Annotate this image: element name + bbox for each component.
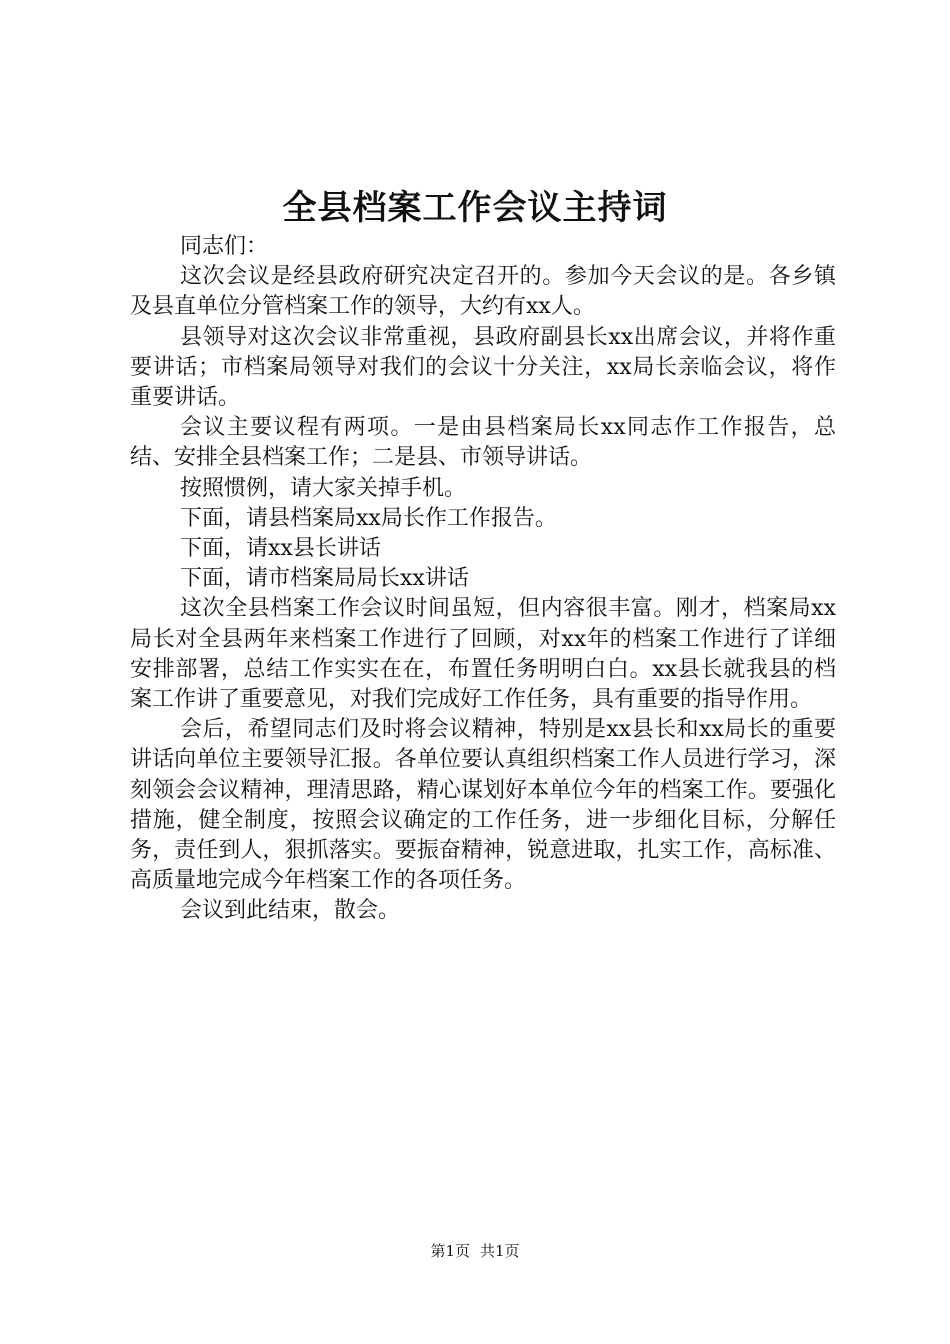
paragraph-meeting-intro: 这次会议是经县政府研究决定召开的。参加今天会议的是。各乡镇及县直单位分管档案工作的领导，大约有xx人。: [130, 264, 836, 320]
paragraph-city-bureau-speech: 下面，请市档案局局长xx讲话: [180, 566, 469, 592]
paragraph-leaders-attendance: 县领导对这次会议非常重视，县政府副县长xx出席会议，并将作重要讲话；市档案局领导对我们的会议十分关注，xx局长亲临会议，将作重要讲话。: [130, 324, 836, 411]
paragraph-closing: 会议到此结束，散会。: [180, 898, 401, 924]
paragraph-agenda: 会议主要议程有两项。一是由县档案局长xx同志作工作报告，总结、安排全县档案工作；二是县、市领导讲话。: [130, 415, 836, 471]
paragraph-salutation: 同志们：: [180, 234, 269, 259]
page-number-total: 共1页: [480, 1242, 520, 1260]
paragraph-requirements: 会后，希望同志们及时将会议精神，特别是xx县长和xx局长的重要讲话向单位主要领导汇报。各单位要认真组织档案工作人员进行学习，深刻领会会议精神，理清思路，精心谋划好本单位今年的档案工作。要强化措施，健全制度，按照会议确定的工作任务，进一步细化目标，分解任务，责任到人，狠抓落实。要振奋精神，锐意进取，扎实工作，高标准、高质量地完成今年档案工作的各项任务。: [130, 717, 836, 894]
paragraph-county-head-speech: 下面，请xx县长讲话: [180, 536, 381, 562]
page-number-current: 第1页: [430, 1242, 470, 1260]
page-footer: [0, 1241, 950, 1261]
paragraph-work-report: 下面，请县档案局xx局长作工作报告。: [180, 505, 557, 531]
document-body: [130, 232, 836, 927]
paragraph-phone-reminder: 按照惯例，请大家关掉手机。: [180, 475, 467, 501]
document-title: 全县档案工作会议主持词: [282, 188, 668, 228]
paragraph-summary: 这次全县档案工作会议时间虽短，但内容很丰富。刚才，档案局xx局长对全县两年来档案工作进行了回顾，对xx年的档案工作进行了详细安排部署，总结工作实实在在，布置任务明明白白。xx县长就我县的档案工作讲了重要意见，对我们完成好工作任务，具有重要的指导作用。: [130, 596, 836, 713]
